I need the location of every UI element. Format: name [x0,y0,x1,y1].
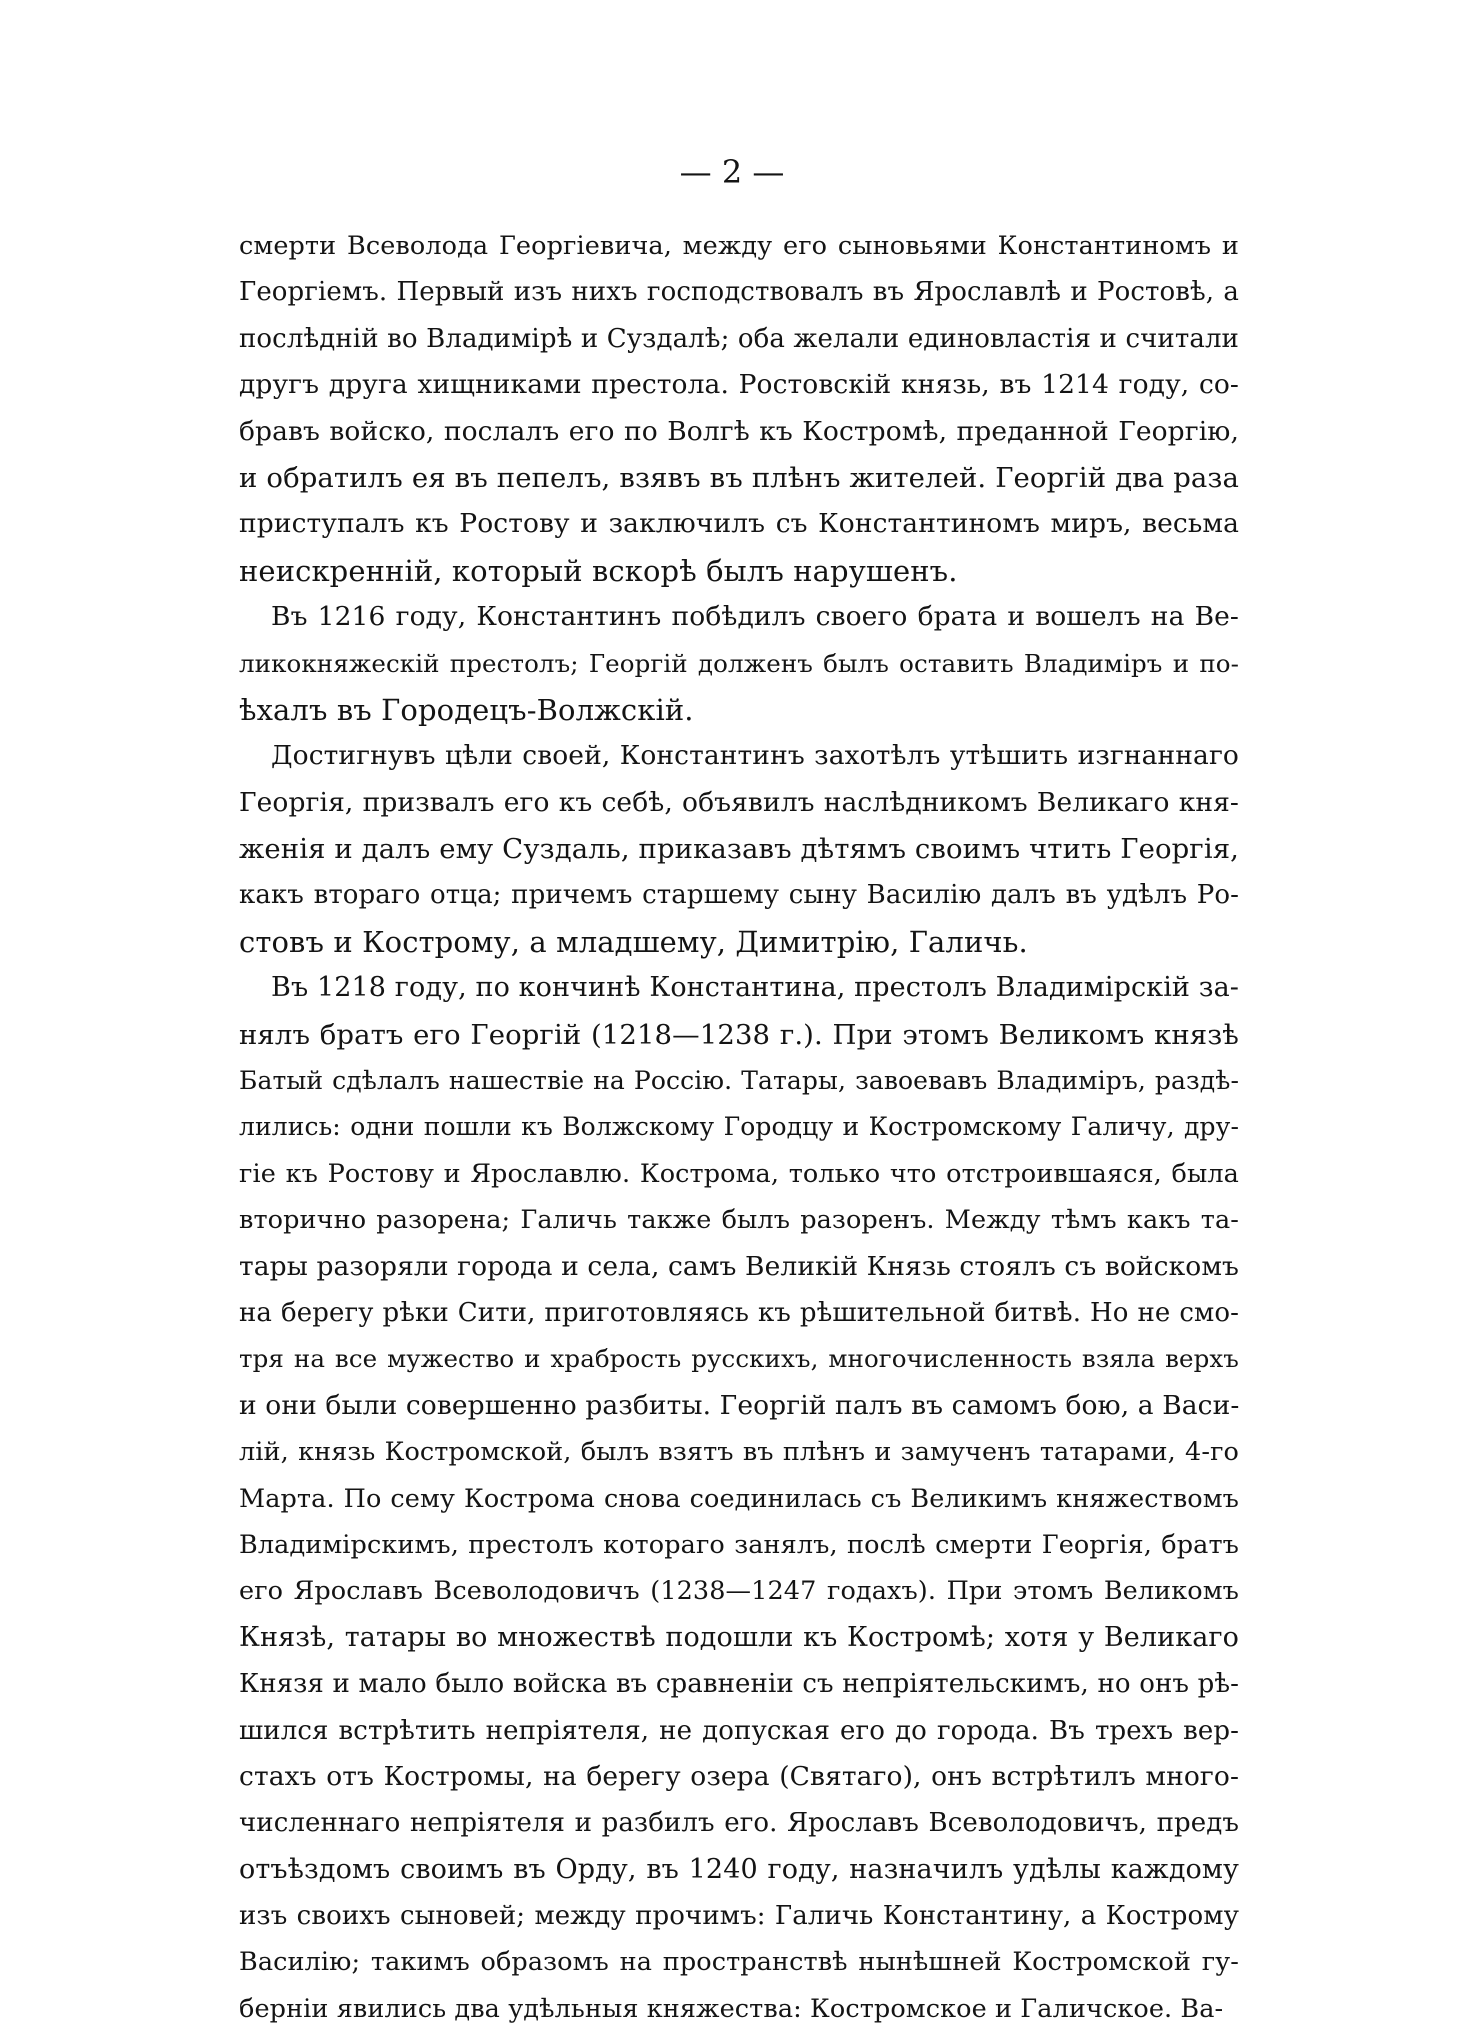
body-text [239,223,1239,2032]
text-line: тря на все мужество и храбрость русскихъ, многочисленность взяла верхъ [239,1344,1239,1374]
text-line: берніи явились два удѣльныя княжества: Костромское и Галичское. Ва- [239,1993,1224,2024]
text-line: стовъ и Кострому, а младшему, Димитрію, Галичь. [239,924,1028,959]
text-line: вторично разорена; Галичь также былъ разоренъ. Между тѣмъ какъ та- [239,1205,1239,1236]
text-line: другъ друга хищниками престола. Ростовскій князь, въ 1214 году, со- [239,369,1239,401]
text-line: изъ своихъ сыновей; между прочимъ: Галичь Константину, а Кострому [239,1901,1239,1932]
text-line: Князѣ, татары во множествѣ подошли къ Костромѣ; хотя у Великаго [239,1621,1239,1653]
text-line: Достигнувъ цѣли своей, Константинъ захотѣлъ утѣшить изгнаннаго [271,740,1239,772]
text-line: нялъ братъ его Георгій (1218—1238 г.). При этомъ Великомъ князѣ [239,1018,1239,1051]
text-line: какъ втораго отца; причемъ старшему сыну Василію далъ въ удѣлъ Ро- [239,880,1239,911]
text-line: численнаго непріятеля и разбилъ его. Ярославъ Всеволодовичъ, предъ [239,1808,1239,1839]
text-line: шился встрѣтить непріятеля, не допуская его до города. Въ трехъ вер- [239,1715,1239,1746]
text-line: отъѣздомъ своимъ въ Орду, въ 1240 году, назначилъ удѣлы каждому [239,1853,1239,1885]
text-line: Георгіемъ. Первый изъ нихъ господствовалъ въ Ярославлѣ и Ростовѣ, а [239,277,1239,308]
text-line: Владимірскимъ, престолъ котораго занялъ, послѣ смерти Георгія, братъ [239,1529,1239,1560]
text-line: Въ 1218 году, по кончинѣ Константина, престолъ Владимірскій за- [271,972,1239,1004]
paragraph [239,594,1239,733]
text-line: Князя и мало было войска въ сравненіи съ непріятельскимъ, но онъ рѣ- [239,1669,1239,1700]
text-line: Въ 1216 году, Константинъ побѣдилъ своего брата и вошелъ на Ве- [271,601,1239,633]
text-line: Марта. По сему Кострома снова соединилась съ Великимъ княжествомъ [239,1483,1239,1514]
paragraph [239,223,1239,594]
text-line: и обратилъ ея въ пепелъ, взявъ въ плѣнъ жителей. Георгій два раза [239,461,1239,494]
text-line: на берегу рѣки Сити, приготовляясь къ рѣшительной битвѣ. Но не смо- [239,1297,1239,1328]
text-line: женія и далъ ему Суздаль, приказавъ дѣтямъ своимъ чтить Георгія, [239,833,1239,866]
text-line: приступалъ къ Ростову и заключилъ съ Константиномъ миръ, весьма [239,508,1239,540]
text-line: гіе къ Ростову и Ярославлю. Кострома, только что отстроившаяся, была [239,1158,1239,1189]
text-line: лились: одни пошли къ Волжскому Городцу и Костромскому Галичу, дру- [239,1112,1239,1142]
text-line: лій, князь Костромской, былъ взятъ въ плѣнъ и замученъ татарами, 4-го [239,1437,1239,1468]
text-line: и они были совершенно разбиты. Георгій палъ въ самомъ бою, а Васи- [239,1389,1240,1421]
text-line: ликокняжескій престолъ; Георгій долженъ былъ оставить Владиміръ и по- [239,648,1239,678]
text-line: Георгія, призвалъ его къ себѣ, объявилъ наслѣдникомъ Великаго кня- [239,786,1239,818]
text-line: Василію; такимъ образомъ на пространствѣ нынѣшней Костромской гу- [239,1947,1239,1978]
text-line: послѣдній во Владимірѣ и Суздалѣ; оба желали единовластія и считали [239,323,1239,354]
text-line: тары разоряли города и села, самъ Великій Князь стоялъ съ войскомъ [239,1250,1239,1282]
paragraph [239,733,1239,965]
text-line: стахъ отъ Костромы, на берегу озера (Святаго), онъ встрѣтилъ много- [239,1760,1239,1792]
paragraph [239,965,1239,2032]
page-number: — 2 — [679,153,785,191]
text-line: его Ярославъ Всеволодовичъ (1238—1247 годахъ). При этомъ Великомъ [239,1576,1239,1607]
text-line: Батый сдѣлалъ нашествіе на Россію. Татары, завоевавъ Владиміръ, раздѣ- [239,1066,1239,1096]
text-line: неискренній, который вскорѣ былъ нарушенъ. [239,553,958,588]
text-line: бравъ войско, послалъ его по Волгѣ къ Костромѣ, преданной Георгію, [239,415,1239,447]
text-line: смерти Всеволода Георгіевича, между его сыновьями Константиномъ и [239,231,1239,261]
text-line: ѣхалъ въ Городецъ-Волжскій. [239,692,694,727]
